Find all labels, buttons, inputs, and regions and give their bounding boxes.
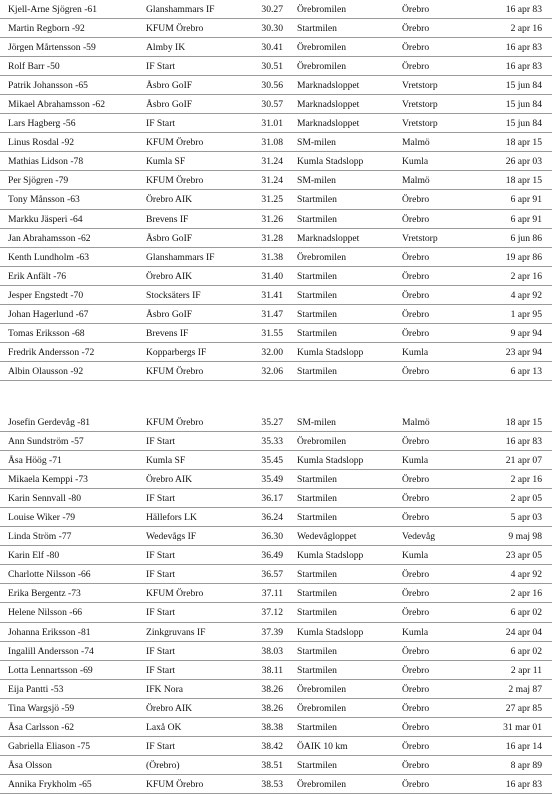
table-row [0,680,552,699]
club-name: Wedevågs IF [146,531,197,543]
race-name: SM-milen [297,137,336,149]
table-row [0,413,552,432]
table-row [0,19,552,38]
race-name: Örebromilen [297,4,347,15]
race-name: Kumla Stadslopp [297,455,364,467]
table-row [0,451,552,470]
table-row [0,584,552,603]
athlete-name: Josefin Gerdevåg -81 [8,417,91,428]
athlete-name: Erika Bergentz -73 [8,588,81,600]
table-row [0,305,552,324]
result-time: 31.24 [261,156,283,168]
race-date: 15 jun 84 [505,80,542,92]
race-name: Startmilen [297,23,337,35]
race-location: Kumla [402,346,429,358]
result-time: 31.24 [261,175,283,187]
athlete-name: Mikael Abrahamsson -62 [8,99,105,111]
race-location: Örebro [402,194,430,206]
race-name: Startmilen [297,607,337,619]
race-name: Örebromilen [297,702,347,714]
table-row [0,57,552,76]
club-name: Örebro AIK [146,474,193,486]
race-location: Örebro [402,61,430,73]
club-name: Kumla SF [146,156,186,168]
result-time: 30.57 [261,99,283,111]
club-name: IF Start [146,607,176,619]
table-row [0,508,552,527]
athlete-name: Ann Sundström -57 [8,436,84,448]
race-date: 6 apr 91 [510,213,542,225]
club-name: Åsbro GoIF [146,308,193,320]
athlete-name: Karin Sennvall -80 [8,493,82,505]
club-name: Hällefors LK [146,512,197,524]
race-location: Örebro [402,4,430,15]
table-row [0,661,552,680]
club-name: Örebro AIK [146,702,193,714]
result-time: 36.49 [261,550,283,562]
race-name: Marknadsloppet [297,80,360,92]
race-date: 27 apr 85 [505,702,542,714]
athlete-name: Erik Anfält -76 [8,270,67,282]
race-location: Örebro [402,308,430,320]
race-location: Örebro [402,42,430,54]
athlete-name: Fredrik Andersson -72 [8,346,95,358]
table-row [0,0,552,19]
result-time: 30.27 [261,4,283,15]
race-location: Örebro [402,327,430,339]
club-name: IF Start [146,550,176,562]
result-time: 36.24 [261,512,283,524]
result-time: 37.11 [261,588,283,600]
race-name: Startmilen [297,512,337,524]
race-date: 16 apr 83 [505,61,542,73]
table-row [0,470,552,489]
table-row [0,565,552,584]
race-location: Örebro [402,645,430,657]
race-location: Örebro [402,289,430,301]
race-location: Örebro [402,569,430,581]
result-time: 31.38 [261,251,283,263]
women-results-table [0,413,552,794]
result-time: 38.11 [261,664,283,676]
result-time: 31.47 [261,308,283,320]
race-name: SM-milen [297,175,336,187]
athlete-name: Kenth Lundholm -63 [8,251,90,263]
table-row [0,699,552,718]
race-name: Startmilen [297,588,337,600]
club-name: KFUM Örebro [146,417,204,428]
result-time: 36.30 [261,531,283,543]
club-name: KFUM Örebro [146,137,204,149]
result-time: 30.51 [261,61,283,73]
table-row [0,527,552,546]
race-date: 9 apr 94 [510,327,542,339]
club-name: Brevens IF [146,213,189,225]
athlete-name: Helene Nilsson -66 [8,607,83,619]
race-location: Vretstorp [402,232,438,244]
race-name: Startmilen [297,759,337,771]
result-time: 35.49 [261,474,283,486]
athlete-name: Mathias Lidson -78 [8,156,84,168]
race-location: Örebro [402,683,430,695]
table-row [0,324,552,343]
race-date: 4 apr 92 [510,289,542,301]
race-location: Örebro [402,213,430,225]
club-name: IF Start [146,493,176,505]
race-name: Örebromilen [297,778,347,790]
table-row [0,229,552,248]
race-location: Örebro [402,365,430,377]
result-time: 36.57 [261,569,283,581]
table-row [0,546,552,565]
race-name: Kumla Stadslopp [297,346,364,358]
athlete-name: Karin Elf -80 [8,550,60,562]
athlete-name: Rolf Barr -50 [8,61,60,73]
athlete-name: Patrik Johansson -65 [8,80,88,92]
race-name: Startmilen [297,365,337,377]
table-row [0,190,552,209]
table-row [0,95,552,114]
race-date: 2 apr 16 [510,23,542,35]
race-date: 16 apr 14 [505,740,542,752]
result-time: 31.01 [261,118,283,130]
table-row [0,642,552,661]
race-name: Startmilen [297,721,337,733]
table-row [0,38,552,57]
table-row [0,489,552,508]
club-name: Stocksäters IF [146,289,201,301]
race-location: Örebro [402,23,430,35]
race-name: Startmilen [297,569,337,581]
result-time: 38.03 [261,645,283,657]
result-time: 31.28 [261,232,283,244]
race-date: 6 jun 86 [510,232,542,244]
race-name: Kumla Stadslopp [297,156,364,168]
result-time: 37.39 [261,626,283,638]
race-location: Örebro [402,759,430,771]
race-date: 6 apr 91 [510,194,542,206]
table-row [0,114,552,133]
race-date: 5 apr 03 [510,512,542,524]
race-date: 6 apr 13 [510,365,542,377]
race-date: 15 jun 84 [505,118,542,130]
club-name: KFUM Örebro [146,778,204,790]
race-location: Örebro [402,702,430,714]
result-time: 31.40 [261,270,283,282]
race-date: 19 apr 86 [505,251,542,263]
race-date: 2 apr 11 [510,664,542,676]
athlete-name: Tomas Eriksson -68 [8,327,85,339]
table-row [0,737,552,756]
club-name: Laxå OK [146,721,182,733]
athlete-name: Ingalill Andersson -74 [8,645,94,657]
club-name: IF Start [146,740,176,752]
race-location: Kumla [402,156,429,168]
result-time: 32.06 [261,365,283,377]
race-location: Örebro [402,607,430,619]
club-name: KFUM Örebro [146,365,204,377]
result-time: 38.42 [261,740,283,752]
race-name: ÖAIK 10 km [297,740,348,752]
race-date: 4 apr 92 [510,569,542,581]
race-location: Örebro [402,512,430,524]
race-name: Örebromilen [297,42,347,54]
athlete-name: Johan Hagerlund -67 [8,308,89,320]
club-name: Åsbro GoIF [146,99,193,111]
race-name: Marknadsloppet [297,232,360,244]
race-name: SM-milen [297,417,336,428]
race-date: 2 apr 16 [510,474,542,486]
club-name: IF Start [146,436,176,448]
race-name: Startmilen [297,327,337,339]
race-date: 16 apr 83 [505,778,542,790]
race-name: Kumla Stadslopp [297,626,364,638]
result-time: 38.51 [261,759,283,771]
race-name: Startmilen [297,270,337,282]
result-time: 35.33 [261,436,283,448]
race-location: Malmö [402,175,430,187]
result-time: 35.45 [261,455,283,467]
result-time: 32.00 [261,346,283,358]
club-name: KFUM Örebro [146,23,204,35]
result-time: 38.26 [261,683,283,695]
race-name: Kumla Stadslopp [297,550,364,562]
race-date: 23 apr 94 [505,346,542,358]
athlete-name: Linda Ström -77 [8,531,72,543]
athlete-name: Albin Olausson -92 [8,365,84,377]
table-row [0,210,552,229]
table-row [0,756,552,775]
race-date: 9 maj 98 [508,531,542,543]
race-date: 18 apr 15 [505,137,542,149]
athlete-name: Jesper Engstedt -70 [8,289,84,301]
race-name: Startmilen [297,664,337,676]
result-time: 38.26 [261,702,283,714]
result-time: 35.27 [261,417,283,428]
club-name: Brevens IF [146,327,189,339]
result-time: 36.17 [261,493,283,505]
race-date: 6 apr 02 [510,607,542,619]
table-row [0,775,552,794]
race-name: Startmilen [297,194,337,206]
club-name: KFUM Örebro [146,588,204,600]
athlete-name: Eija Pantti -53 [8,683,64,695]
race-location: Vretstorp [402,118,438,130]
race-date: 2 maj 87 [508,683,542,695]
race-location: Kumla [402,455,429,467]
club-name: IF Start [146,645,176,657]
result-time: 30.30 [261,23,283,35]
result-time: 31.41 [261,289,283,301]
table-row [0,362,552,381]
race-location: Kumla [402,626,429,638]
athlete-name: Gabriella Eliason -75 [8,740,91,752]
club-name: (Örebro) [146,759,180,771]
club-name: Almby IK [146,42,186,54]
race-location: Örebro [402,721,430,733]
athlete-name: Åsa Carlsson -62 [8,721,75,733]
race-name: Startmilen [297,308,337,320]
men-results-table [0,0,552,381]
result-time: 30.56 [261,80,283,92]
club-name: IF Start [146,569,176,581]
race-date: 2 apr 16 [510,270,542,282]
race-date: 24 apr 04 [505,626,542,638]
club-name: IFK Nora [146,683,184,695]
athlete-name: Johanna Eriksson -81 [8,626,91,638]
result-time: 38.53 [261,778,283,790]
race-location: Kumla [402,550,429,562]
race-location: Malmö [402,417,430,428]
race-date: 16 apr 83 [505,436,542,448]
result-time: 31.25 [261,194,283,206]
race-date: 23 apr 05 [505,550,542,562]
race-name: Wedevågloppet [297,531,357,543]
table-row [0,603,552,622]
table-row [0,432,552,451]
result-time: 31.08 [261,137,283,149]
race-location: Örebro [402,436,430,448]
race-name: Startmilen [297,474,337,486]
athlete-name: Per Sjögren -79 [8,175,69,187]
race-location: Örebro [402,740,430,752]
table-row [0,76,552,95]
athlete-name: Lars Hagberg -56 [8,118,76,130]
athlete-name: Åsa Höög -71 [8,455,62,467]
athlete-name: Martin Regborn -92 [8,23,85,35]
race-name: Marknadsloppet [297,118,360,130]
table-row [0,623,552,642]
athlete-name: Louise Wiker -79 [8,512,76,524]
race-date: 18 apr 15 [505,417,542,428]
athlete-name: Åsa Olsson [8,759,52,771]
race-name: Startmilen [297,645,337,657]
race-date: 8 apr 89 [510,759,542,771]
result-time: 31.26 [261,213,283,225]
athlete-name: Kjell-Arne Sjögren -61 [8,4,97,15]
result-time: 38.38 [261,721,283,733]
race-date: 16 apr 83 [505,42,542,54]
athlete-name: Charlotte Nilsson -66 [8,569,91,581]
club-name: Åsbro GoIF [146,232,193,244]
table-row [0,718,552,737]
race-location: Örebro [402,474,430,486]
race-name: Örebromilen [297,251,347,263]
table-row [0,286,552,305]
race-location: Örebro [402,270,430,282]
result-time: 37.12 [261,607,283,619]
club-name: KFUM Örebro [146,175,204,187]
athlete-name: Linus Rosdal -92 [8,137,75,149]
race-date: 1 apr 95 [510,308,542,320]
race-location: Vretstorp [402,99,438,111]
race-location: Örebro [402,588,430,600]
race-name: Marknadsloppet [297,99,360,111]
club-name: IF Start [146,118,176,130]
athlete-name: Lotta Lennartsson -69 [8,664,93,676]
athlete-name: Mikaela Kemppi -73 [8,474,88,486]
athlete-name: Tony Månsson -63 [8,194,80,206]
race-name: Startmilen [297,493,337,505]
result-time: 30.41 [261,42,283,54]
race-date: 16 apr 83 [505,4,542,15]
race-date: 2 apr 16 [510,588,542,600]
club-name: IF Start [146,664,176,676]
table-row [0,171,552,190]
athlete-name: Tina Wargsjö -59 [8,702,75,714]
race-name: Örebromilen [297,436,347,448]
race-name: Startmilen [297,213,337,225]
race-location: Örebro [402,493,430,505]
race-date: 2 apr 05 [510,493,542,505]
race-date: 21 apr 07 [505,455,542,467]
race-name: Örebromilen [297,61,347,73]
race-location: Örebro [402,664,430,676]
table-row [0,343,552,362]
race-date: 6 apr 02 [510,645,542,657]
table-row [0,267,552,286]
athlete-name: Jörgen Mårtensson -59 [8,42,96,54]
race-location: Örebro [402,778,430,790]
club-name: Kopparbergs IF [146,346,207,358]
race-date: 15 jun 84 [505,99,542,111]
race-date: 18 apr 15 [505,175,542,187]
club-name: Åsbro GoIF [146,80,193,92]
table-row [0,152,552,171]
race-location: Vretstorp [402,80,438,92]
club-name: Örebro AIK [146,270,193,282]
race-date: 31 mar 01 [503,721,542,733]
athlete-name: Annika Frykholm -65 [8,778,92,790]
club-name: Glanshammars IF [146,251,215,263]
athlete-name: Markku Jäsperi -64 [8,213,83,225]
race-name: Örebromilen [297,683,347,695]
table-row [0,248,552,267]
club-name: Glanshammars IF [146,4,215,15]
race-date: 26 apr 03 [505,156,542,168]
club-name: Zinkgruvans IF [146,626,206,638]
club-name: Örebro AIK [146,194,193,206]
race-location: Malmö [402,137,430,149]
race-location: Örebro [402,251,430,263]
athlete-name: Jan Abrahamsson -62 [8,232,91,244]
club-name: IF Start [146,61,176,73]
race-location: Vedevåg [402,531,436,543]
table-row [0,133,552,152]
result-time: 31.55 [261,327,283,339]
race-name: Startmilen [297,289,337,301]
club-name: Kumla SF [146,455,186,467]
